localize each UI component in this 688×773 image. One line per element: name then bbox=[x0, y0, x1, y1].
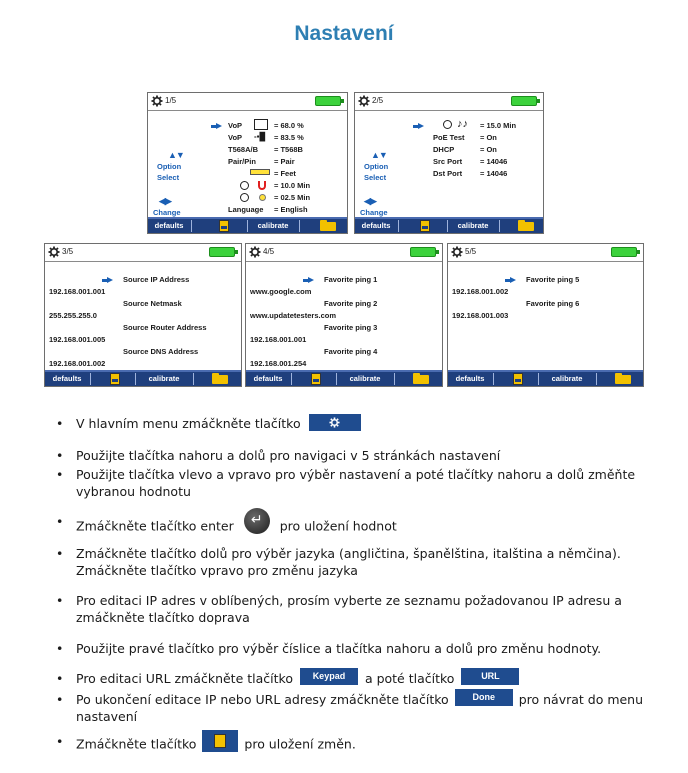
list-item: • Zmáčkněte tlačítko pro uložení změn. bbox=[56, 734, 666, 756]
battery-icon bbox=[315, 96, 341, 106]
list-item: • Zmáčkněte tlačítko dolů pro výběr jazyka (angličtina, španělština, italština a němčina). Zmáčkněte tlačítko vpravo pro změnu jazyka bbox=[56, 546, 621, 578]
setting-value: = 10.0 Min bbox=[274, 181, 311, 190]
screen-footer bbox=[448, 370, 643, 386]
nav-option-label: Option bbox=[364, 162, 389, 171]
folder-icon[interactable] bbox=[615, 375, 631, 384]
nav-option-label: Option bbox=[157, 162, 182, 171]
settings-screen-1 bbox=[147, 92, 348, 234]
settings-screen-3 bbox=[44, 243, 242, 387]
settings-screen-4 bbox=[245, 243, 443, 387]
selection-arrow-icon bbox=[216, 123, 222, 129]
cable-icon: -▪█ bbox=[254, 132, 266, 141]
monitor-icon bbox=[254, 119, 268, 130]
defaults-button[interactable]: defaults bbox=[253, 374, 283, 383]
settings-screen-5 bbox=[447, 243, 644, 387]
field-heading: Favorite ping 4 bbox=[324, 347, 378, 356]
field-value: 192.168.001.254 bbox=[250, 359, 307, 368]
field-value: 192.168.001.001 bbox=[49, 287, 106, 296]
save-icon[interactable] bbox=[219, 220, 229, 232]
screen-footer bbox=[45, 370, 241, 386]
selection-arrow-icon bbox=[107, 277, 113, 283]
list-item: • V hlavním menu zmáčkněte tlačítko bbox=[56, 416, 666, 433]
setting-value: = 14046 bbox=[480, 169, 508, 178]
ruler-icon bbox=[250, 169, 270, 175]
field-value: 192.168.001.003 bbox=[452, 311, 509, 320]
setting-value: = On bbox=[480, 133, 497, 142]
setting-label: Language bbox=[228, 205, 264, 214]
battery-icon bbox=[511, 96, 537, 106]
field-value: www.google.com bbox=[250, 287, 312, 296]
screen-footer bbox=[355, 217, 543, 233]
page-title: Nastavení bbox=[294, 22, 394, 45]
clock-icon bbox=[240, 181, 249, 190]
clock-icon bbox=[240, 193, 249, 202]
screen-header bbox=[355, 93, 543, 111]
field-value: www.updatetesters.com bbox=[250, 311, 336, 320]
setting-value: = On bbox=[480, 145, 497, 154]
selection-arrow-icon bbox=[510, 277, 516, 283]
save-icon[interactable] bbox=[420, 220, 430, 232]
save-icon[interactable] bbox=[110, 373, 120, 385]
defaults-button[interactable]: defaults bbox=[455, 374, 485, 383]
nav-select-label: Select bbox=[157, 173, 180, 182]
nav-select-label: Select bbox=[364, 173, 387, 182]
screen-footer bbox=[148, 217, 347, 233]
field-value: 192.168.001.002 bbox=[49, 359, 106, 368]
setting-label: VoP bbox=[228, 121, 243, 130]
defaults-button[interactable]: defaults bbox=[154, 221, 184, 230]
up-down-arrows-icon: ▲▼ bbox=[168, 150, 184, 160]
gear-icon bbox=[358, 95, 370, 107]
setting-value: = Pair bbox=[274, 157, 295, 166]
gear-icon bbox=[309, 414, 361, 431]
calibrate-button[interactable]: calibrate bbox=[349, 374, 381, 383]
battery-icon bbox=[410, 247, 436, 257]
setting-label: VoP bbox=[228, 133, 243, 142]
screen-header bbox=[45, 244, 241, 262]
nav-change-label: Change bbox=[153, 208, 181, 217]
list-item: • Zmáčkněte tlačítko enter ↵ pro uložení hodnot bbox=[56, 514, 666, 540]
setting-label: DHCP bbox=[433, 145, 455, 154]
calibrate-button[interactable]: calibrate bbox=[551, 374, 583, 383]
setting-label: Src Port bbox=[433, 157, 463, 166]
field-value: 192.168.001.001 bbox=[250, 335, 307, 344]
setting-label: Pair/Pin bbox=[228, 157, 256, 166]
list-item: • Pro editaci URL zmáčkněte tlačítko Keypad a poté tlačítko URL bbox=[56, 671, 666, 688]
list-item: • Pro editaci IP adres v oblíbených, prosím vyberte ze seznamu požadovanou IP adresu a zmáčkněte tlačítko doprava bbox=[56, 593, 622, 625]
battery-icon bbox=[611, 247, 637, 257]
field-heading: Favorite ping 5 bbox=[526, 275, 580, 284]
setting-label: Dst Port bbox=[433, 169, 463, 178]
setting-label: PoE Test bbox=[433, 133, 465, 142]
gear-icon bbox=[249, 246, 261, 258]
left-right-arrows-icon: ◀▶ bbox=[159, 196, 171, 206]
calibrate-button[interactable]: calibrate bbox=[148, 374, 180, 383]
page-indicator: 5/5 bbox=[465, 247, 477, 256]
setting-value: = 15.0 Min bbox=[480, 121, 517, 130]
done-button: Done bbox=[455, 689, 513, 706]
list-item: • Po ukončení editace IP nebo URL adresy zmáčkněte tlačítko Done pro návrat do menu nastavení bbox=[56, 692, 666, 726]
calibrate-button[interactable]: calibrate bbox=[457, 221, 489, 230]
defaults-button[interactable]: defaults bbox=[52, 374, 82, 383]
left-right-arrows-icon: ◀▶ bbox=[364, 196, 376, 206]
url-button: URL bbox=[461, 668, 519, 685]
setting-value: = Feet bbox=[274, 169, 296, 178]
setting-value: = 14046 bbox=[480, 157, 508, 166]
up-down-arrows-icon: ▲▼ bbox=[371, 150, 387, 160]
clock-icon bbox=[443, 120, 452, 129]
screen-header bbox=[148, 93, 347, 111]
field-heading: Favorite ping 3 bbox=[324, 323, 378, 332]
save-icon[interactable] bbox=[311, 373, 321, 385]
field-heading: Source Netmask bbox=[123, 299, 182, 308]
setting-value: = T568B bbox=[274, 145, 303, 154]
field-heading: Source DNS Address bbox=[123, 347, 199, 356]
plug-icon bbox=[258, 181, 266, 190]
save-icon[interactable] bbox=[513, 373, 523, 385]
nav-change-label: Change bbox=[360, 208, 388, 217]
settings-screen-2 bbox=[354, 92, 544, 234]
field-heading: Favorite ping 6 bbox=[526, 299, 580, 308]
setting-value: = 68.0 % bbox=[274, 121, 304, 130]
setting-value: = 02.5 Min bbox=[274, 193, 311, 202]
enter-icon bbox=[244, 508, 270, 534]
page-indicator: 4/5 bbox=[263, 247, 275, 256]
gear-icon bbox=[451, 246, 463, 258]
list-item: • Použijte pravé tlačítko pro výběr číslice a tlačítka nahoru a dolů pro změnu hodnoty. bbox=[56, 641, 602, 656]
setting-value: = 83.5 % bbox=[274, 133, 304, 142]
screen-header bbox=[246, 244, 442, 262]
page-indicator: 2/5 bbox=[372, 96, 384, 105]
gear-icon bbox=[151, 95, 163, 107]
setting-label: T568A/B bbox=[228, 145, 259, 154]
screen-header bbox=[448, 244, 643, 262]
field-value: 192.168.001.002 bbox=[452, 287, 509, 296]
field-value: 192.168.001.005 bbox=[49, 335, 106, 344]
field-heading: Favorite ping 1 bbox=[324, 275, 378, 284]
page-indicator: 1/5 bbox=[165, 96, 177, 105]
bulb-icon bbox=[259, 194, 266, 201]
list-item: • Použijte tlačítka vlevo a vpravo pro výběr nastavení a poté tlačítky nahoru a dolů změňte vybranou hodnotu bbox=[56, 467, 636, 499]
field-value: 255.255.255.0 bbox=[49, 311, 97, 320]
calibrate-button[interactable]: calibrate bbox=[257, 221, 289, 230]
field-heading: Source IP Address bbox=[123, 275, 190, 284]
selection-arrow-icon bbox=[418, 123, 424, 129]
battery-icon bbox=[209, 247, 235, 257]
page-indicator: 3/5 bbox=[62, 247, 74, 256]
folder-icon[interactable] bbox=[212, 375, 228, 384]
screen-footer bbox=[246, 370, 442, 386]
field-heading: Favorite ping 2 bbox=[324, 299, 378, 308]
folder-icon[interactable] bbox=[518, 222, 534, 231]
music-note-icon: ♪♪ bbox=[457, 118, 468, 130]
defaults-button[interactable]: defaults bbox=[361, 221, 391, 230]
field-heading: Source Router Address bbox=[123, 323, 207, 332]
keypad-button: Keypad bbox=[300, 668, 358, 685]
folder-icon[interactable] bbox=[413, 375, 429, 384]
save-icon bbox=[202, 730, 238, 752]
gear-icon bbox=[48, 246, 60, 258]
list-item: • Použijte tlačítka nahoru a dolů pro navigaci v 5 stránkách nastavení bbox=[56, 448, 501, 463]
folder-icon[interactable] bbox=[320, 222, 336, 231]
setting-value: = English bbox=[274, 205, 308, 214]
selection-arrow-icon bbox=[308, 277, 314, 283]
